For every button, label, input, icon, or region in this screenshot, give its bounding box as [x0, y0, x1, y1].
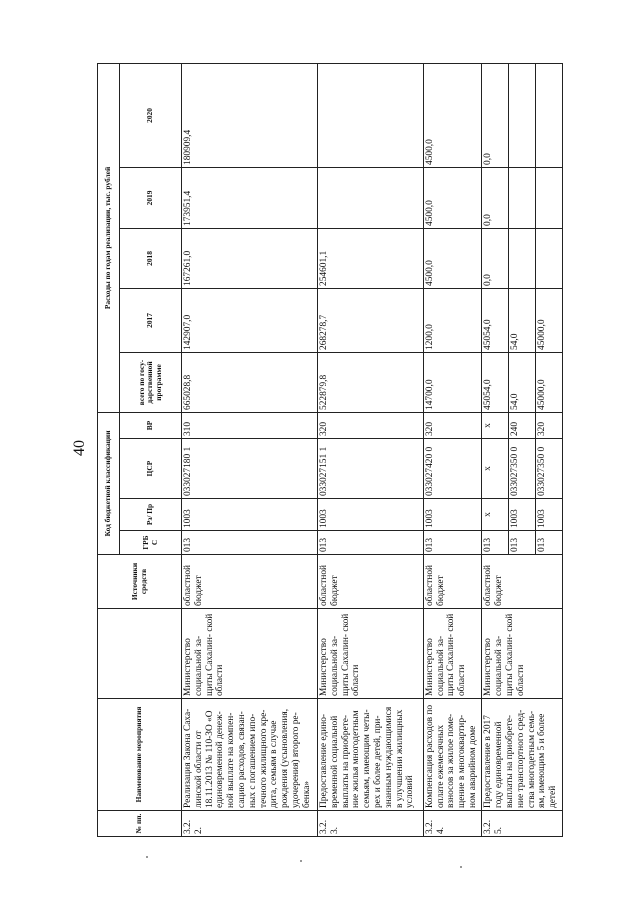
- row-2018: 167261,0: [182, 228, 318, 288]
- row-grbs: 013: [318, 531, 424, 555]
- header-source: Источники средств: [98, 555, 182, 609]
- row-total: 54,0: [509, 352, 536, 412]
- header-2019: 2019: [120, 167, 182, 228]
- row-executor: Министерство социальной за- щиты Сахалин- ской области: [182, 609, 318, 699]
- row-2020: [509, 63, 536, 167]
- row-num: 3.2. 4.: [423, 811, 482, 837]
- row-name: Предоставление в 2017 году единовременной выплаты на приобрете- ние транспортного сред- ства многодетным семь- ям, имеющим 5 и более детей: [482, 699, 563, 811]
- row-name: Предоставление едино- временной социальной выплаты на приобрете- ние жилья многодетным семьям, имеющим четы- рех и более детей, при- знанным нуждающимися в улучшении жилищных условий: [318, 699, 424, 811]
- row-csr: x: [482, 439, 509, 499]
- row-2017: 1200,0: [423, 288, 482, 352]
- header-2018: 2018: [120, 228, 182, 288]
- row-2017: 45054,0: [482, 288, 509, 352]
- header-total: всего по госу- дарственной программе: [120, 352, 182, 412]
- row-2018: [536, 228, 563, 288]
- row-2018: 4500,0: [423, 228, 482, 288]
- row-csr: 033027350 0: [536, 439, 563, 499]
- row-grbs: 013: [182, 531, 318, 555]
- row-2018: [509, 228, 536, 288]
- table-row: [423, 63, 482, 836]
- row-source: областной бюджет: [318, 555, 424, 609]
- row-2019: 173951,4: [182, 167, 318, 228]
- header-csr: ЦСР: [120, 439, 182, 499]
- row-2017: 268278,7: [318, 288, 424, 352]
- header-expenses-group: Расходы по годам реализации, тыс. рублей: [98, 63, 120, 412]
- row-2020: 180909,4: [182, 63, 318, 167]
- header-executor: [98, 609, 182, 699]
- row-rzpr: 1003: [423, 499, 482, 531]
- row-2017: 54,0: [509, 288, 536, 352]
- row-grbs: 013: [482, 531, 509, 555]
- row-total: 45000,0: [536, 352, 563, 412]
- row-2019: [318, 167, 424, 228]
- row-2017: 45000,0: [536, 288, 563, 352]
- header-2017: 2017: [120, 288, 182, 352]
- header-code-group: Код бюджетной классификации: [98, 412, 120, 554]
- scan-dot: [460, 866, 462, 868]
- header-grbs: ГРБ С: [120, 531, 182, 555]
- row-total: 14700,0: [423, 352, 482, 412]
- row-source: областной бюджет: [423, 555, 482, 609]
- row-rzpr: 1003: [182, 499, 318, 531]
- row-vr: 240: [509, 412, 536, 438]
- row-num: 3.2. 3.: [318, 811, 424, 837]
- header-2020: 2020: [120, 63, 182, 167]
- row-total: 522879,8: [318, 352, 424, 412]
- program-activities-table: [97, 63, 563, 837]
- row-2020: [536, 63, 563, 167]
- rotated-page-content: [97, 108, 640, 837]
- row-2019: 4500,0: [423, 167, 482, 228]
- row-2019: 0,0: [482, 167, 509, 228]
- row-vr: 320: [318, 412, 424, 438]
- row-2020: 4500,0: [423, 63, 482, 167]
- row-grbs: 013: [509, 531, 536, 555]
- header-num: № пп.: [98, 811, 182, 837]
- row-name: Компенсация расходов по оплате ежемесячных взносов за жилое поме- щение в многоквартир- ном аварийном доме: [423, 699, 482, 811]
- row-source: областной бюджет: [182, 555, 318, 609]
- scan-dot: [300, 860, 302, 862]
- row-csr: 033027180 1: [182, 439, 318, 499]
- row-rzpr: 1003: [509, 499, 536, 531]
- row-num: 3.2. 5.: [482, 811, 563, 837]
- row-source: областной бюджет: [482, 555, 563, 609]
- row-grbs: 013: [423, 531, 482, 555]
- row-total: 45054,0: [482, 352, 509, 412]
- row-vr: x: [482, 412, 509, 438]
- row-2020: 0,0: [482, 63, 509, 167]
- row-csr: 033027151 1: [318, 439, 424, 499]
- header-rzpr: Рз/ Пр: [120, 499, 182, 531]
- row-csr: 033027420 0: [423, 439, 482, 499]
- row-2020: [318, 63, 424, 167]
- row-2019: [536, 167, 563, 228]
- row-grbs: 013: [536, 531, 563, 555]
- row-num: 3.2. 2.: [182, 811, 318, 837]
- table-header: [98, 63, 182, 836]
- header-name: Наименование мероприятия: [98, 699, 182, 811]
- row-2018: 254601,1: [318, 228, 424, 288]
- page-number: 40: [71, 440, 88, 456]
- row-executor: Министерство социальной за- щиты Сахалин- ской области: [423, 609, 482, 699]
- row-name: Реализация Закона Саха- линской области от 18.11.2013 № 110-ЗО «О единовременной денеж- ной выплате на компен- сацию расходов, связан- ных с погашением ипо- течного жилищного кре- дита, семьям в случае рождения (усыновления, удочерения) второго ре- бенка»: [182, 699, 318, 811]
- table-row: [318, 63, 424, 836]
- table-row: [182, 63, 318, 836]
- row-executor: Министерство социальной за- щиты Сахалин- ской области: [482, 609, 563, 699]
- header-vr: ВР: [120, 412, 182, 438]
- row-vr: 320: [423, 412, 482, 438]
- row-rzpr: 1003: [536, 499, 563, 531]
- row-vr: 320: [536, 412, 563, 438]
- row-rzpr: x: [482, 499, 509, 531]
- row-executor: Министерство социальной за- щиты Сахалин- ской области: [318, 609, 424, 699]
- row-vr: 310: [182, 412, 318, 438]
- row-2019: [509, 167, 536, 228]
- row-total: 665028,8: [182, 352, 318, 412]
- row-2018: 0,0: [482, 228, 509, 288]
- table-row: [482, 63, 509, 836]
- row-2017: 142907,0: [182, 288, 318, 352]
- row-csr: 033027350 0: [509, 439, 536, 499]
- row-rzpr: 1003: [318, 499, 424, 531]
- scan-dot: [146, 856, 148, 858]
